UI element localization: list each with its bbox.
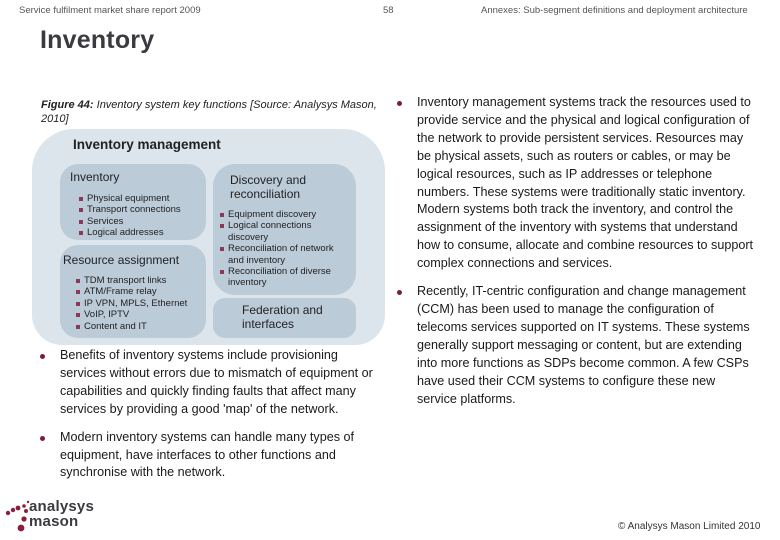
figure-caption-text: Inventory system key functions [Source: Analysys Mason, 2010] — [41, 99, 377, 125]
list-item: Logical connections discovery — [219, 220, 351, 243]
list-item — [40, 347, 385, 419]
bullet-icon — [40, 436, 45, 441]
bullet-text: Modern inventory systems can handle many types of equipment, have interfaces to other functions and synchronise with the network. — [60, 429, 354, 480]
figure-caption-label: Figure 44: — [41, 99, 94, 111]
inventory-box-title: Inventory — [70, 170, 120, 184]
section-title: Annexes: Sub-segment definitions and deployment architecture — [481, 5, 748, 16]
logo-line-2: mason — [29, 513, 79, 530]
inventory-management-title: Inventory management — [73, 137, 221, 152]
list-item — [397, 283, 757, 408]
list-item: Services — [78, 216, 181, 227]
bullet-icon — [397, 101, 402, 106]
figure-caption — [41, 98, 386, 126]
analysys-mason-logo — [4, 497, 124, 537]
page-number: 58 — [383, 5, 394, 16]
list-item: Transport connections — [78, 204, 181, 215]
bullet-text: Recently, IT-centric configuration and change management (CCM) has been used to manage the configuration of telecoms services supported on IT systems. These systems generally support messaging or content, but are extending into more functions as SDPs become common. A few CSPs have used their CCM systems to configure these new service platforms. — [417, 284, 750, 406]
copyright: © Analysys Mason Limited 2010 — [618, 521, 761, 532]
page-title: Inventory — [40, 26, 155, 54]
list-item: VoIP, IPTV — [75, 309, 187, 320]
bullet-text: Benefits of inventory systems include provisioning services without errors due to mismatch of equipment or capabilities and quickly finding faults that affect many services by providing a good 'map' of the network. — [60, 348, 373, 416]
discovery-reconciliation-title: Discovery and reconciliation — [230, 173, 307, 201]
list-item: Physical equipment — [78, 193, 181, 204]
bullet-icon — [40, 354, 45, 359]
logo-line-1: analysys — [29, 498, 94, 515]
logo-wordmark — [29, 499, 94, 529]
list-item: TDM transport links — [75, 275, 187, 286]
list-item: Reconciliation of diverse inventory — [219, 266, 351, 289]
list-item: IP VPN, MPLS, Ethernet — [75, 298, 187, 309]
inventory-list — [78, 193, 181, 239]
resource-assignment-list — [75, 275, 187, 332]
discovery-reconciliation-box — [213, 164, 356, 295]
federation-interfaces-title: Federation and interfaces — [242, 303, 323, 331]
list-item: Content and IT — [75, 321, 187, 332]
bullet-icon — [397, 290, 402, 295]
list-item: ATM/Frame relay — [75, 286, 187, 297]
list-item — [397, 94, 757, 273]
resource-assignment-title: Resource assignment — [63, 253, 180, 267]
bullet-text: Inventory management systems track the resources used to provide service and the physical and logical configuration of the network to provide persistent services. Resources may be physical assets, such as routers or cables, or may be logical resources, such as IP addresses or telephone numbers. These systems were traditionally static inventory. Modern systems both track the inventory, and control the assignment of the inventory with systems that understand how to consume, allocate and combine resources to support complex connections and services. — [417, 95, 754, 271]
list-item: Equipment discovery — [219, 209, 351, 220]
logo-dots-icon — [4, 497, 30, 537]
resource-assignment-box — [60, 245, 206, 338]
right-bullet-list — [397, 94, 757, 408]
federation-interfaces-box — [213, 298, 356, 338]
discovery-reconciliation-list — [219, 209, 351, 289]
list-item — [40, 429, 385, 483]
list-item: Reconciliation of network and inventory — [219, 243, 351, 266]
report-title: Service fulfilment market share report 2009 — [19, 5, 201, 16]
left-bullet-list — [40, 347, 385, 482]
list-item: Logical addresses — [78, 227, 181, 238]
inventory-box — [60, 164, 206, 240]
